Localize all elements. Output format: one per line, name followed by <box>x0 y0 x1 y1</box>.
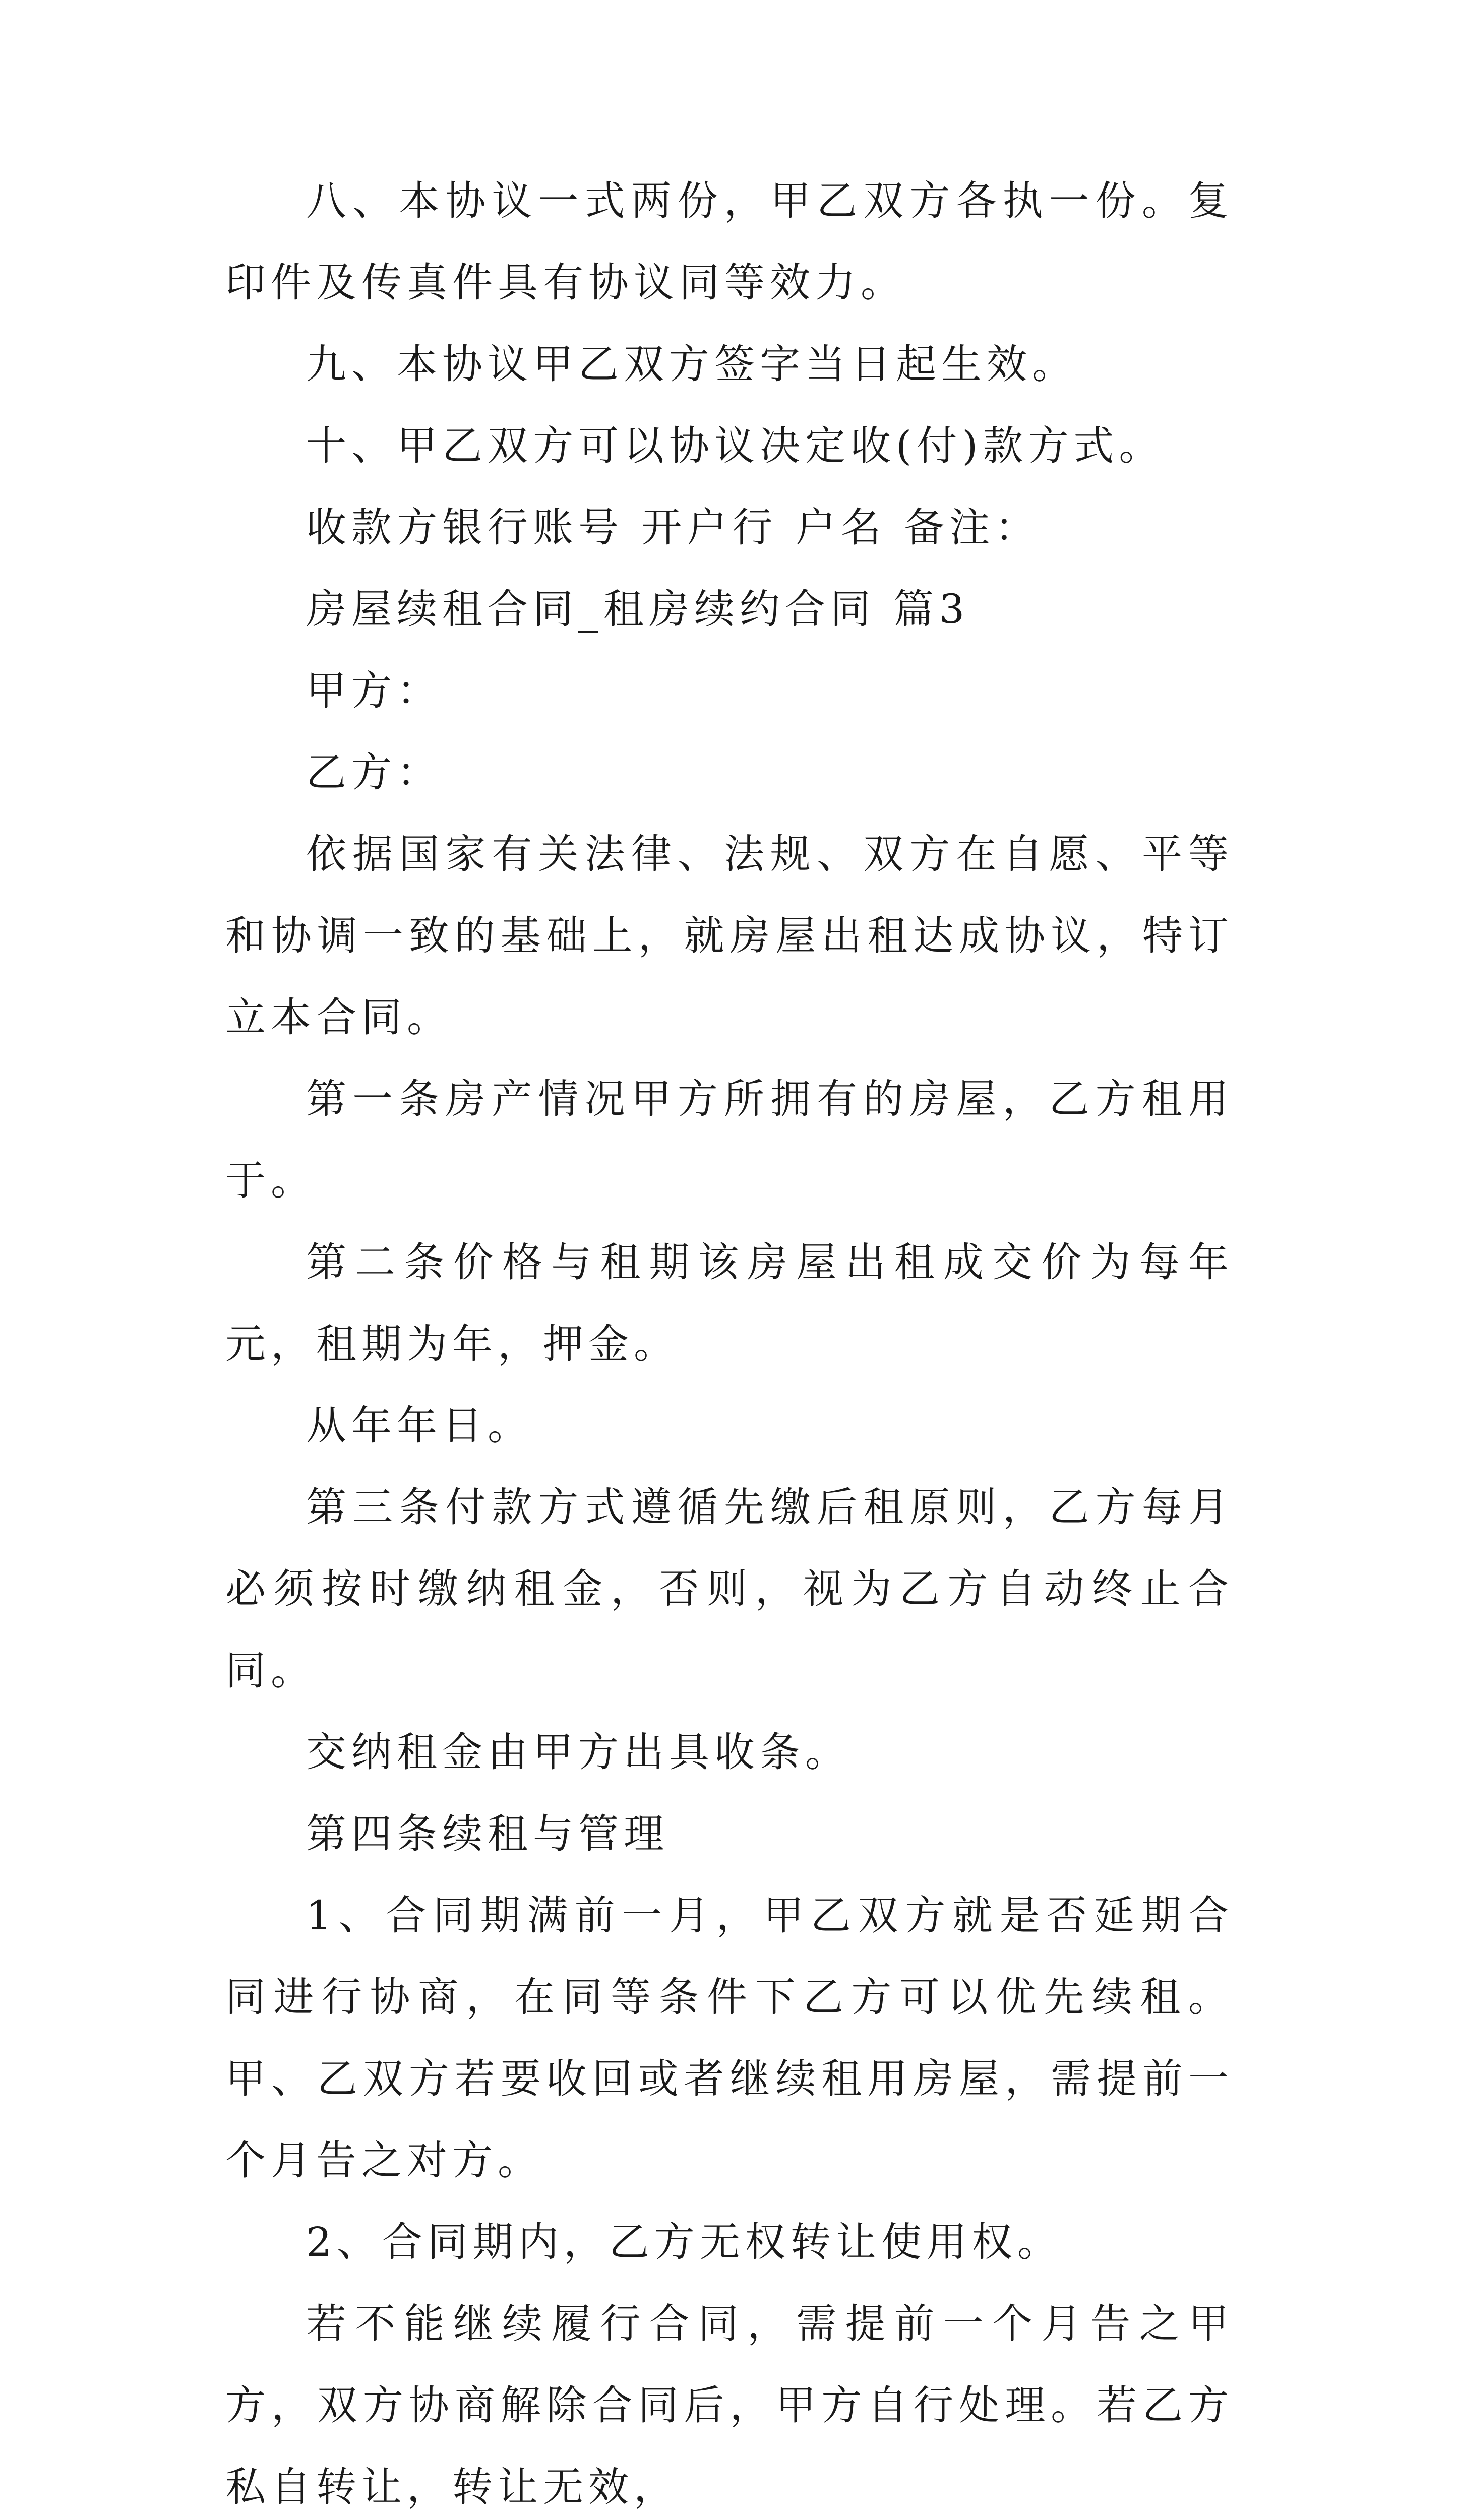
party-b-line: 乙方： <box>306 749 442 796</box>
article-four-item-1: 1、合同期满前一月，甲乙双方就是否延期合同进行协商，在同等条件下乙方可以优先续租。甲、乙双方若要收回或者继续租用房屋，需提前一个月告之对方。 <box>225 1892 1234 2184</box>
term-period: 从年年日。 <box>306 1402 533 1449</box>
party-a-line: 甲方： <box>306 667 442 714</box>
rent-receipt: 交纳租金由甲方出具收条。 <box>306 1729 850 1776</box>
clause-nine: 九、本协议甲乙双方签字当日起生效。 <box>306 341 1077 388</box>
clause-ten: 十、甲乙双方可以协议决定收(付)款方式。 <box>306 422 1165 469</box>
section-title: 房屋续租合同_租房续约合同 篇3 <box>306 586 970 633</box>
article-one: 第一条房产情况甲方所拥有的房屋，乙方租用于。 <box>225 1076 1234 1204</box>
payee-bank-info: 收款方银行账号 开户行 户名 备注： <box>306 504 1041 551</box>
article-three: 第三条付款方式遵循先缴后租原则，乙方每月必须按时缴纳租金，否则，视为乙方自动终止合同。 <box>225 1484 1234 1694</box>
transfer-clause: 若不能继续履行合同，需提前一个月告之甲方，双方协商解除合同后，甲方自行处理。若乙方私自转让，转让无效， <box>225 2300 1234 2510</box>
article-two: 第二条价格与租期该房屋出租成交价为每年元，租期为年，押金。 <box>225 1239 1234 1367</box>
article-four-item-2: 2、合同期内，乙方无权转让使用权。 <box>306 2219 1063 2265</box>
clause-eight: 八、本协议一式两份，甲乙双方各执一份。复印件及传真件具有协议同等效力。 <box>225 177 1234 306</box>
preamble: 依据国家有关法律、法规、双方在自愿、平等和协调一致的基础上，就房屋出租达成协议，特订立本合同。 <box>225 831 1234 1041</box>
document-body <box>225 160 1234 2520</box>
article-four-heading: 第四条续租与管理 <box>306 1810 669 1857</box>
